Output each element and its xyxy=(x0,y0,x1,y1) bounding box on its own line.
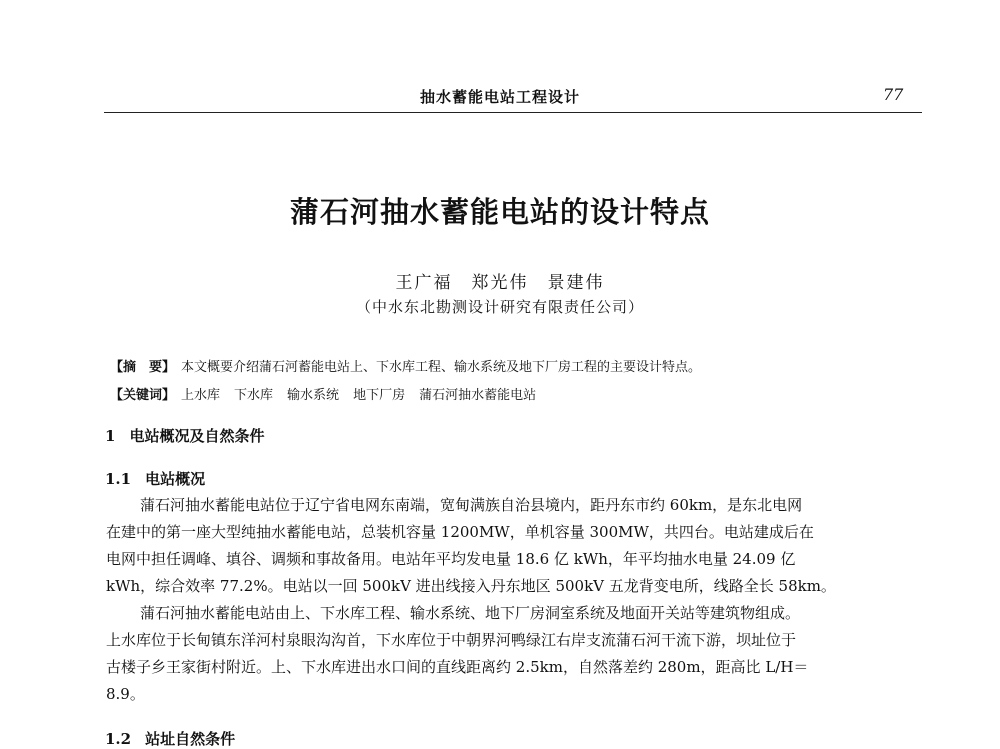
paragraph-station-composition xyxy=(106,600,926,708)
paragraph-line: 古楼子乡王家街村附近。上、下水库进出水口间的直线距离约 2.5km，自然落差约 280m，距高比 L/H＝ xyxy=(106,658,809,676)
abstract xyxy=(110,356,701,375)
paragraph-station-overview xyxy=(106,492,926,600)
paragraph-line: 8.9。 xyxy=(106,685,145,703)
section-title: 电站概况 xyxy=(145,470,206,488)
running-title: 抽水蓄能电站工程设计 xyxy=(419,88,580,106)
section-heading-1-1 xyxy=(105,468,205,489)
header-rule xyxy=(104,112,922,113)
section-heading-1-2 xyxy=(105,728,235,749)
section-title: 站址自然条件 xyxy=(145,730,236,748)
paragraph-line: 上水库位于长甸镇东洋河村泉眼沟沟首，下水库位于中朝界河鸭绿江右岸支流蒲石河干流下游，坝址位于 xyxy=(106,631,797,649)
section-title: 电站概况及自然条件 xyxy=(129,427,265,445)
section-number: 1.2 xyxy=(105,730,132,748)
keyword-item: 输水系统 xyxy=(287,388,340,403)
section-number: 1.1 xyxy=(105,470,132,488)
paragraph-line: kWh，综合效率 77.2%。电站以一回 500kV 进出线接入丹东地区 500kV 五龙背变电所，线路全长 58km。 xyxy=(106,577,836,595)
section-number: 1 xyxy=(105,427,116,445)
paragraph-line: 在建中的第一座大型纯抽水蓄能电站，总装机容量 1200MW，单机容量 300MW，共四台。电站建成后在 xyxy=(106,523,814,541)
article-title: 蒲石河抽水蓄能电站的设计特点 xyxy=(289,195,710,229)
keywords-label: 【关键词】 xyxy=(110,388,176,403)
keyword-item: 地下厂房 xyxy=(353,388,406,403)
keywords xyxy=(110,384,550,403)
abstract-label: 【摘 要】 xyxy=(110,360,176,375)
abstract-text: 本文概要介绍蒲石河蓄能电站上、下水库工程、输水系统及地下厂房工程的主要设计特点。 xyxy=(181,360,702,375)
keyword-item: 下水库 xyxy=(234,388,274,403)
page-number: 77 xyxy=(883,85,904,104)
keyword-item: 上水库 xyxy=(181,388,221,403)
section-heading-1 xyxy=(105,425,264,446)
paragraph-line: 蒲石河抽水蓄能电站由上、下水库工程、输水系统、地下厂房洞室系统及地面开关站等建筑物组成。 xyxy=(140,604,801,622)
article-authors: 王广福 郑光伟 景建伟 xyxy=(395,273,605,293)
article-affiliation: （中水东北勘测设计研究有限责任公司） xyxy=(355,298,644,316)
paragraph-line: 电网中担任调峰、填谷、调频和事故备用。电站年平均发电量 18.6 亿 kWh，年平均抽水电量 24.09 亿 xyxy=(106,550,796,568)
paragraph-line: 蒲石河抽水蓄能电站位于辽宁省电网东南端，宽甸满族自治县境内，距丹东市约 60km，是东北电网 xyxy=(140,496,803,514)
keyword-item: 蒲石河抽水蓄能电站 xyxy=(419,388,537,403)
